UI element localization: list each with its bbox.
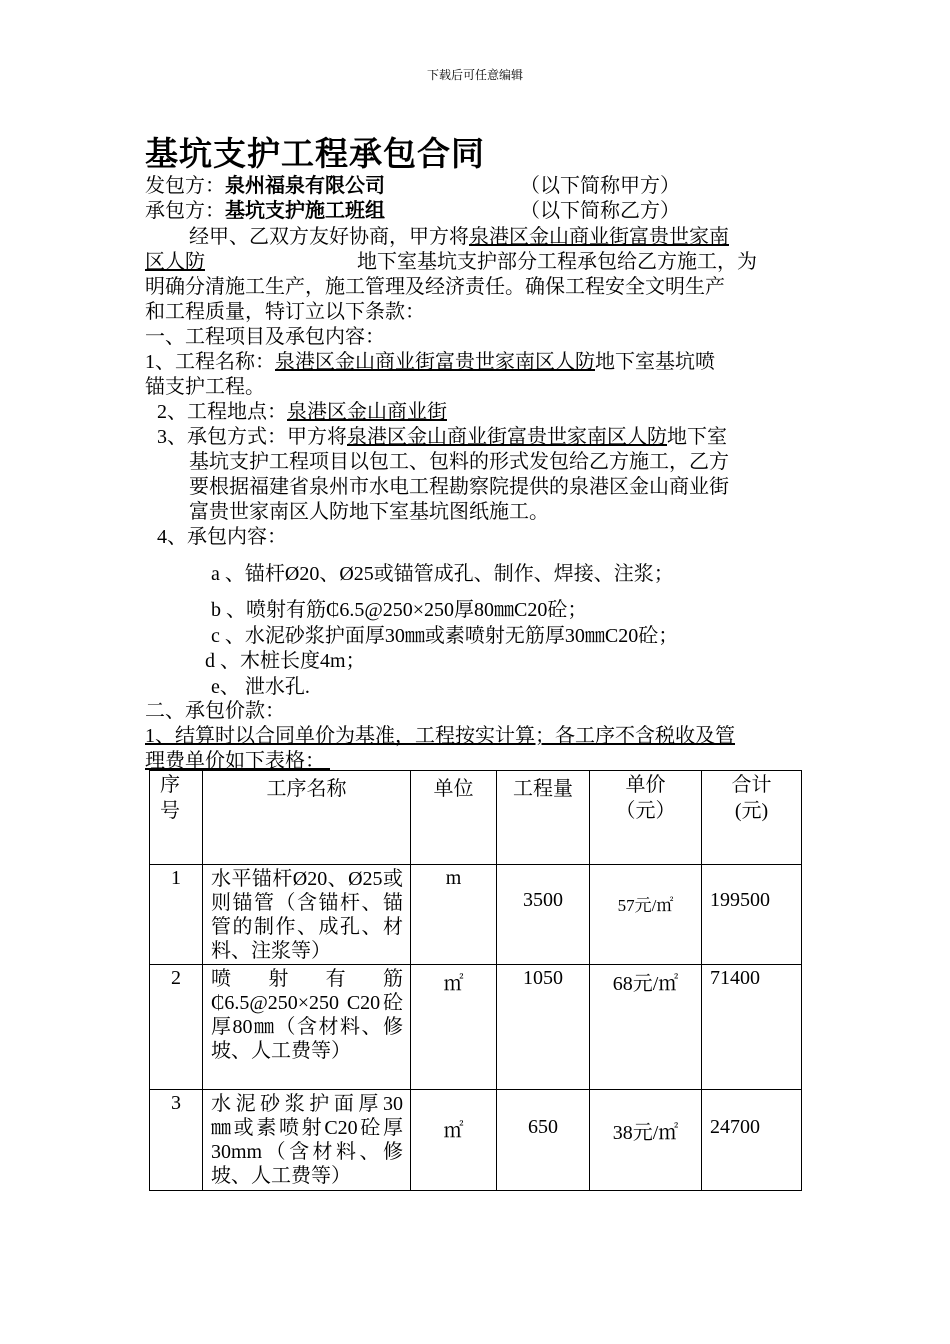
intro-project-2: 区人防 <box>145 251 205 273</box>
scope-item-c: c 、水泥砂浆护面厚30㎜或素喷射无筋厚30㎜C20砼； <box>211 625 679 647</box>
scope-item-e: e、 泄水孔. <box>211 676 310 698</box>
item3-line <box>157 425 727 450</box>
party-a-label: 发包方： <box>145 175 225 197</box>
item3-line-4: 富贵世家南区人防地下室基坑图纸施工。 <box>189 501 549 523</box>
intro-line-3: 明确分清施工生产，施工管理及经济责任。确保工程安全文明生产 <box>145 276 725 298</box>
row2-no: 2 <box>150 965 203 1090</box>
header-total: 合计(元) <box>702 771 802 865</box>
item1-text: 地下室基坑喷 <box>595 351 715 373</box>
item3-project: 泉港区金山商业街富贵世家南区人防 <box>347 426 667 448</box>
header-qty: 工程量 <box>497 771 590 865</box>
item1-project: 泉港区金山商业街富贵世家南区人防 <box>275 351 595 373</box>
row1-qty: 3500 <box>497 865 590 965</box>
party-a-line <box>145 174 385 199</box>
row3-total: 24700 <box>702 1090 802 1191</box>
item2-line <box>157 400 565 425</box>
table-header-row <box>150 771 802 865</box>
row1-name: 水平锚杆Ø20、Ø25或则锚管（含锚杆、锚管的制作、成孔、材料、注浆等） <box>203 865 411 965</box>
row3-unit: ㎡ <box>411 1090 497 1191</box>
row1-price: 57元/㎡ <box>590 865 702 965</box>
row1-unit: m <box>411 865 497 965</box>
row2-total: 71400 <box>702 965 802 1090</box>
row3-qty: 650 <box>497 1090 590 1191</box>
row1-total: 199500 <box>702 865 802 965</box>
row3-no: 3 <box>150 1090 203 1191</box>
party-a-name: 泉州福泉有限公司 <box>225 175 385 197</box>
party-a-note: （以下简称甲方） <box>520 175 680 197</box>
header-name: 工序名称 <box>203 771 411 865</box>
item3-line-3: 要根据福建省泉州市水电工程勘察院提供的泉港区金山商业街 <box>189 476 729 498</box>
row2-name: 喷射有筋₵6.5@250×250 C20砼厚80㎜（含材料、修坡、人工费等） <box>203 965 411 1090</box>
intro-line-1 <box>189 225 729 250</box>
header-note: 下载后可任意编辑 <box>426 68 523 82</box>
item3-line-2: 基坑支护工程项目以包工、包料的形式发包给乙方施工，乙方 <box>189 451 729 473</box>
header-unit: 单位 <box>411 771 497 865</box>
item2-label: 2、工程地点： <box>157 401 287 423</box>
item4-heading: 4、承包内容： <box>157 526 287 548</box>
item1-line-2: 锚支护工程。 <box>145 376 265 398</box>
row3-price: 38元/㎡ <box>590 1090 702 1191</box>
section1-heading: 一、工程项目及承包内容： <box>145 326 385 348</box>
intro-project-1: 泉港区金山商业街富贵世家南 <box>469 226 729 248</box>
item2-location: 泉港区金山商业街 <box>287 401 447 423</box>
scope-item-a: a 、锚杆Ø20、Ø25或锚管成孔、制作、焊接、注浆； <box>211 563 674 585</box>
party-b-note: （以下简称乙方） <box>520 200 680 222</box>
row2-unit: ㎡ <box>411 965 497 1090</box>
header-price: 单价（元） <box>590 771 702 865</box>
pricing-text-2: 理费单价如下表格： <box>145 750 325 772</box>
row3-name-line1: 水泥砂浆护面厚 <box>211 1093 383 1115</box>
row3-name <box>203 1090 411 1191</box>
item3-text: 地下室 <box>667 426 727 448</box>
scope-item-b: b 、喷射有筋₵6.5@250×250厚80㎜C20砼； <box>211 599 588 621</box>
item3-label: 3、承包方式：甲方将 <box>157 426 347 448</box>
table-row <box>150 965 802 1090</box>
row1-no: 1 <box>150 865 203 965</box>
intro-line-4: 和工程质量，特订立以下条款： <box>145 301 425 323</box>
item1-label: 1、工程名称： <box>145 351 275 373</box>
row3-name-rest: 30㎜或素喷射C20砼厚30mm（含材料、修坡、人工费等） <box>211 1093 403 1187</box>
header-no: 序号 <box>160 774 180 822</box>
pricing-line-1: 1、结算时以合同单价为基准，工程按实计算；各工序不含税收及管 <box>145 725 735 747</box>
section2-heading: 二、承包价款： <box>145 700 285 722</box>
intro-text-1: 经甲、乙双方友好协商，甲方将 <box>189 226 469 248</box>
scope-item-d: d 、木桩长度4m； <box>205 650 366 672</box>
row2-price: 68元/㎡ <box>590 965 702 1090</box>
intro-text-2: 地下室基坑支护部分工程承包给乙方施工，为 <box>357 251 757 273</box>
row2-qty: 1050 <box>497 965 590 1090</box>
table-row <box>150 865 802 965</box>
item1-line <box>145 350 715 375</box>
table-row <box>150 1090 802 1191</box>
contract-title: 基坑支护工程承包合同 <box>145 137 485 173</box>
party-b-name: 基坑支护施工班组 <box>225 200 385 222</box>
party-b-line <box>145 199 385 224</box>
intro-line-2 <box>145 250 757 275</box>
price-table <box>149 770 802 1191</box>
party-b-label: 承包方： <box>145 200 225 222</box>
